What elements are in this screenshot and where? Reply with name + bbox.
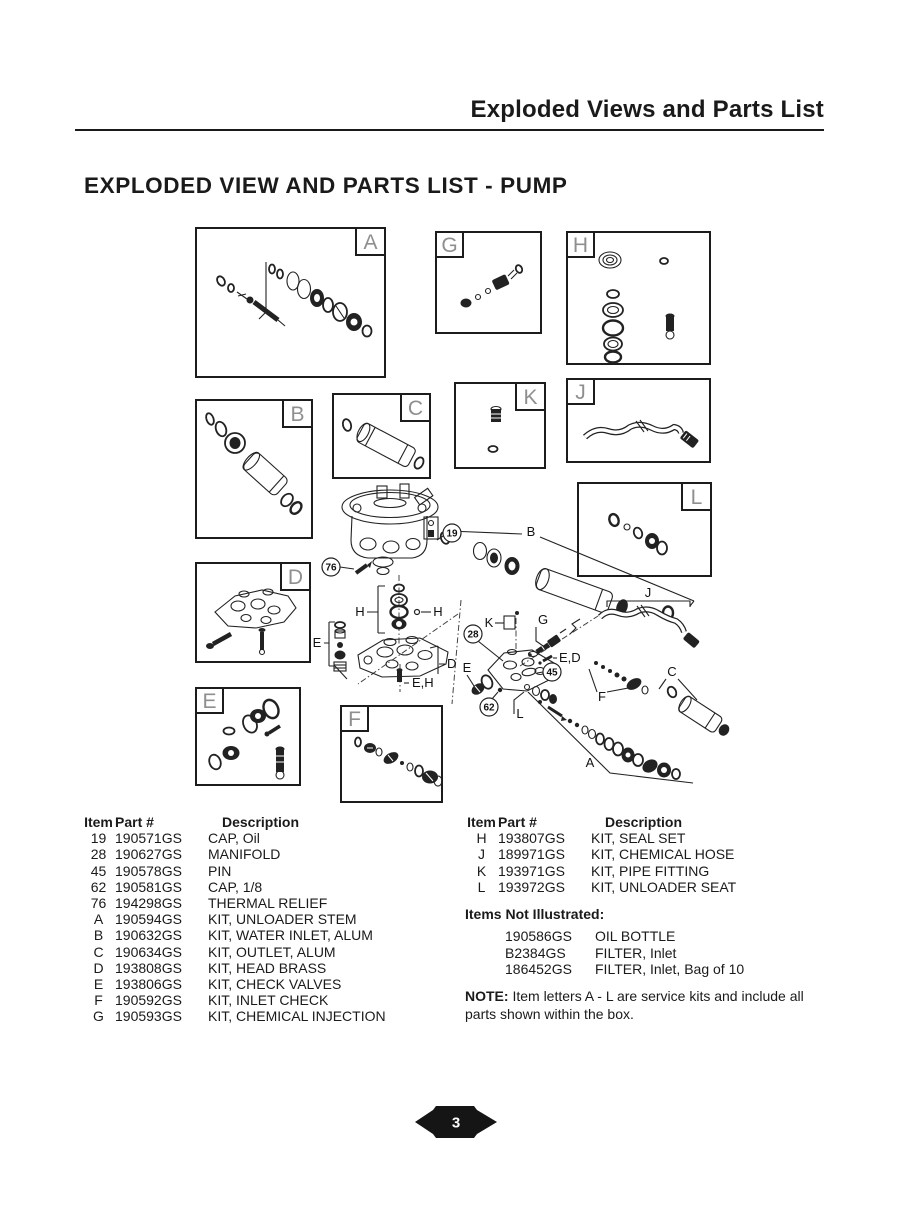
cell-part: 190593GS [115, 1008, 182, 1025]
cell-desc: KIT, CHECK VALVES [208, 976, 342, 993]
table-row [82, 992, 386, 1008]
kit-box-K [455, 383, 545, 468]
cell-desc: THERMAL RELIEF [208, 895, 328, 912]
kit-box-C [333, 394, 430, 478]
table-header [82, 814, 386, 830]
section-title: EXPLODED VIEW AND PARTS LIST - PUMP [84, 173, 568, 198]
cell-desc: KIT, UNLOADER STEM [208, 911, 357, 928]
cell-desc: KIT, HEAD BRASS [208, 959, 327, 976]
callout-19: 19 [446, 528, 458, 540]
page-number-badge [405, 1100, 505, 1144]
table-row [465, 846, 736, 862]
callout-H-left: H [355, 604, 365, 619]
kit-K-parts-art [489, 407, 502, 453]
cell-part: 193971GS [498, 862, 565, 879]
kit-J-parts-art [585, 420, 699, 448]
kit-L-parts-art [608, 513, 667, 555]
kit-box-A [196, 228, 385, 377]
cell-desc: KIT, OUTLET, ALUM [208, 943, 336, 960]
callout-F: F [598, 689, 606, 704]
cell-part: B2384GS [505, 944, 566, 961]
kit-box-F [341, 706, 442, 802]
table-row [82, 1008, 386, 1024]
callout-E-left: E [312, 635, 322, 650]
box-label-J: J [575, 381, 586, 404]
cell-item: H [476, 830, 487, 847]
col-header-item: Item [84, 814, 113, 830]
cell-part: 190581GS [115, 878, 182, 895]
cell-part: 190571GS [115, 830, 182, 847]
table-row [82, 830, 386, 846]
kit-box-D [196, 563, 310, 662]
cell-desc: OIL BOTTLE [595, 928, 676, 945]
callout-D: D [447, 656, 457, 671]
callout-K: K [484, 615, 494, 630]
exploded-diagram [0, 215, 906, 815]
cell-item: F [94, 992, 103, 1009]
cell-desc: KIT, INLET CHECK [208, 992, 329, 1009]
kit-box-E [196, 688, 300, 785]
cell-desc: KIT, UNLOADER SEAT [591, 878, 737, 895]
box-label-L: L [690, 486, 703, 509]
callout-62: 62 [483, 702, 495, 714]
col-header-part: Part # [115, 814, 154, 830]
col-header-part: Part # [498, 814, 537, 830]
cell-desc: KIT, PIPE FITTING [591, 862, 710, 879]
cell-desc: PIN [208, 862, 232, 879]
note-paragraph [465, 988, 817, 1023]
page-number: 3 [451, 1114, 461, 1132]
cell-desc: MANIFOLD [208, 846, 281, 863]
cell-item: K [476, 862, 487, 879]
cell-item: B [93, 927, 104, 944]
cell-item: A [93, 911, 104, 928]
callout-E-right: E [462, 660, 472, 675]
col-header-item: Item [467, 814, 496, 830]
parts-table-left [82, 814, 386, 1025]
not-illustrated-title: Items Not Illustrated: [465, 906, 605, 922]
cell-desc: KIT, SEAL SET [591, 830, 686, 847]
cell-desc: KIT, WATER INLET, ALUM [208, 927, 373, 944]
not-illustrated-section [465, 906, 744, 978]
cell-part: 190632GS [115, 927, 182, 944]
cell-item: E [93, 976, 104, 993]
cell-part: 190586GS [505, 928, 572, 945]
page-title: Exploded Views and Parts List [470, 96, 824, 123]
header-rule [75, 129, 824, 131]
cell-part: 193808GS [115, 959, 182, 976]
callout-J: J [644, 585, 652, 600]
box-label-K: K [523, 386, 538, 409]
cell-desc: FILTER, Inlet [595, 944, 677, 961]
kit-box-J [567, 379, 710, 462]
kit-H-parts-art [599, 252, 675, 363]
col-header-desc: Description [605, 814, 683, 830]
callout-28: 28 [467, 629, 479, 641]
box-label-E: E [202, 690, 217, 713]
cell-item: 45 [90, 862, 107, 879]
table-row [465, 830, 736, 846]
kit-C-parts-art [342, 418, 426, 470]
not-illustrated-row [505, 928, 744, 944]
table-row [82, 976, 386, 992]
cell-item: J [478, 846, 485, 863]
callout-EH: E,H [412, 675, 434, 690]
kit-box-B [196, 400, 312, 538]
box-label-A: A [363, 231, 378, 254]
table-row [82, 944, 386, 960]
cell-desc: KIT, CHEMICAL HOSE [591, 846, 735, 863]
cell-item: 76 [90, 895, 107, 912]
cell-item: 19 [90, 830, 107, 847]
box-label-C: C [407, 397, 424, 420]
box-label-G: G [441, 234, 458, 257]
callout-ED: E,D [559, 650, 581, 665]
kit-G-parts-art [461, 264, 524, 307]
cell-part: 190594GS [115, 911, 182, 928]
kit-A-parts-art [215, 262, 371, 337]
table-row [82, 879, 386, 895]
not-illustrated-row [505, 961, 744, 977]
callout-G: G [537, 612, 549, 627]
table-row [82, 960, 386, 976]
callout-A: A [585, 755, 595, 770]
cell-item: C [93, 943, 104, 960]
col-header-desc: Description [222, 814, 300, 830]
cell-item: G [93, 1008, 104, 1025]
cell-part: 194298GS [115, 895, 182, 912]
box-label-F: F [348, 708, 361, 731]
cell-part: 193806GS [115, 976, 182, 993]
table-row [465, 879, 736, 895]
cell-item: 28 [90, 846, 107, 863]
table-header [465, 814, 736, 830]
cell-part: 190634GS [115, 943, 182, 960]
kit-F-parts-art [355, 738, 442, 787]
cell-part: 189971GS [498, 846, 565, 863]
callout-L: L [516, 706, 524, 721]
cell-desc: CAP, 1/8 [208, 878, 263, 895]
cell-desc: CAP, Oil [208, 830, 260, 847]
callout-B: B [526, 524, 536, 539]
kit-box-L [578, 483, 711, 576]
kit-D-parts-art [206, 589, 296, 655]
cell-part: 190627GS [115, 846, 182, 863]
cell-desc: KIT, CHEMICAL INJECTION [208, 1008, 386, 1025]
parts-table-right [465, 814, 736, 895]
note-label: NOTE: [465, 988, 509, 1004]
table-row [82, 911, 386, 927]
table-row [82, 927, 386, 943]
cell-item: D [93, 959, 104, 976]
table-row [82, 846, 386, 862]
callout-76: 76 [325, 562, 337, 574]
box-label-H: H [572, 234, 589, 257]
cell-part: 190592GS [115, 992, 182, 1009]
cell-part: 186452GS [505, 961, 572, 978]
cell-desc: FILTER, Inlet, Bag of 10 [595, 961, 745, 978]
table-row [465, 863, 736, 879]
kit-box-H [567, 232, 710, 364]
kit-box-G [436, 232, 541, 333]
cell-item: L [477, 878, 486, 895]
box-label-D: D [287, 566, 304, 589]
cell-part: 193972GS [498, 878, 565, 895]
table-row [82, 895, 386, 911]
callout-45: 45 [546, 667, 558, 679]
note-text: Item letters A - L are service kits and include all parts shown within the box. [465, 988, 804, 1022]
callout-C: C [667, 664, 677, 679]
cell-part: 190578GS [115, 862, 182, 879]
cell-part: 193807GS [498, 830, 565, 847]
cell-item: 62 [90, 878, 107, 895]
callout-H-right: H [433, 604, 443, 619]
table-row [82, 863, 386, 879]
not-illustrated-row [505, 945, 744, 961]
box-label-B: B [290, 403, 305, 426]
